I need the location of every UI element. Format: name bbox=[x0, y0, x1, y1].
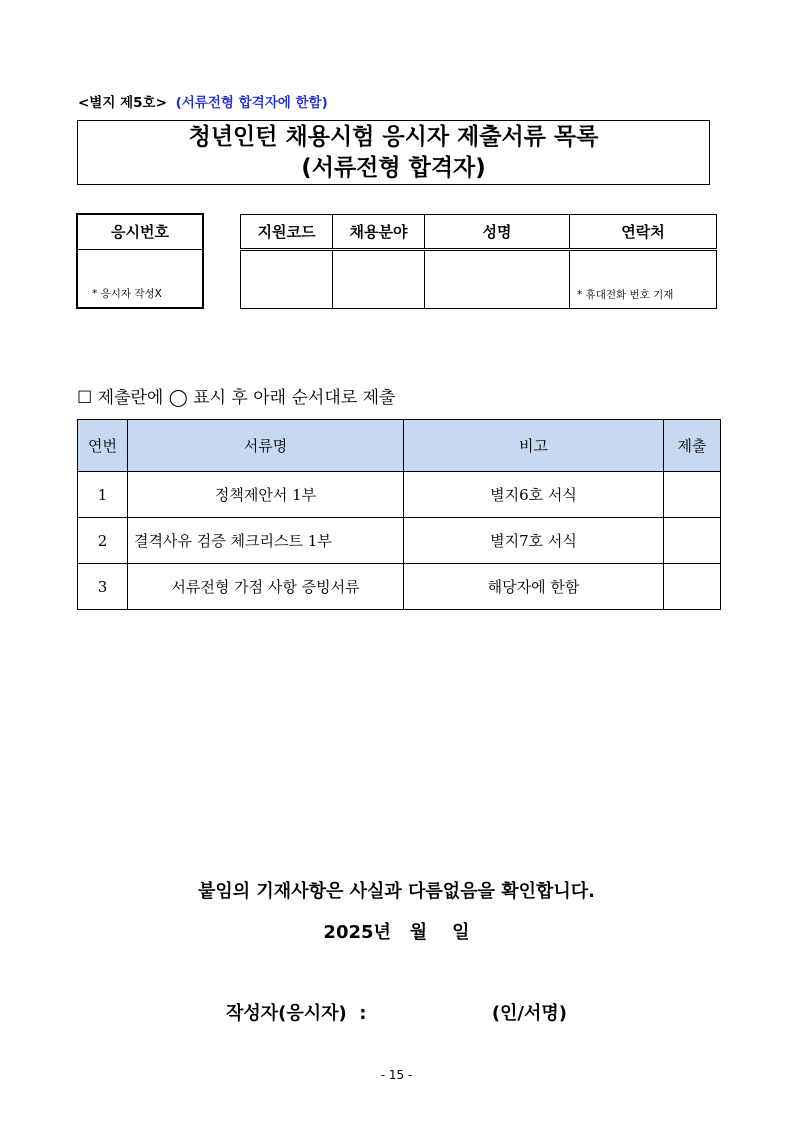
form-header bbox=[78, 91, 328, 111]
row-submit-cell[interactable] bbox=[664, 472, 721, 518]
date-line: 2025년 월 일 bbox=[323, 922, 470, 943]
table-row bbox=[78, 472, 721, 518]
header-serial: 연번 bbox=[78, 420, 128, 472]
info-header-row bbox=[241, 215, 717, 250]
header-contact: 연락처 bbox=[570, 215, 717, 250]
applicant-number-box bbox=[76, 213, 204, 309]
scope-note: (서류전형 합격자에 한함) bbox=[175, 95, 328, 111]
header-submit: 제출 bbox=[664, 420, 721, 472]
name-field[interactable] bbox=[425, 250, 570, 309]
apply-code-field[interactable] bbox=[241, 250, 333, 309]
form-number-label: <별지 제5호> bbox=[78, 95, 167, 111]
row-serial: 1 bbox=[78, 472, 128, 518]
header-doc-name: 서류명 bbox=[128, 420, 404, 472]
header-field: 채용분야 bbox=[333, 215, 425, 250]
row-remark: 별지7호 서식 bbox=[404, 518, 664, 564]
row-doc-name: 서류전형 가점 사항 증빙서류 bbox=[128, 564, 404, 610]
page-number: - 15 - bbox=[380, 1068, 413, 1082]
header-remark: 비고 bbox=[404, 420, 664, 472]
header-apply-code: 지원코드 bbox=[241, 215, 333, 250]
row-remark: 별지6호 서식 bbox=[404, 472, 664, 518]
header-name: 성명 bbox=[425, 215, 570, 250]
applicant-number-label: 응시번호 bbox=[78, 215, 202, 250]
row-doc-name: 결격사유 검증 체크리스트 1부 bbox=[128, 518, 404, 564]
applicant-info-table bbox=[240, 214, 717, 309]
table-row bbox=[78, 518, 721, 564]
documents-table bbox=[77, 419, 721, 610]
row-serial: 2 bbox=[78, 518, 128, 564]
row-submit-cell[interactable] bbox=[664, 564, 721, 610]
row-serial: 3 bbox=[78, 564, 128, 610]
row-remark: 해당자에 한함 bbox=[404, 564, 664, 610]
docs-header-row bbox=[78, 420, 721, 472]
phone-note: * 휴대전화 번호 기재 bbox=[577, 289, 674, 301]
table-row bbox=[78, 564, 721, 610]
applicant-number-note: * 응시자 작성X bbox=[92, 288, 162, 300]
submission-instruction: ☐ 제출란에 ◯ 표시 후 아래 순서대로 제출 bbox=[77, 388, 396, 408]
confirmation-statement: 붙임의 기재사항은 사실과 다름없음을 확인합니다. bbox=[197, 881, 596, 902]
document-title: 청년인턴 채용시험 응시자 제출서류 목록 bbox=[188, 124, 599, 150]
field-field[interactable] bbox=[333, 250, 425, 309]
contact-field[interactable] bbox=[570, 250, 717, 309]
applicant-number-field[interactable] bbox=[78, 250, 202, 307]
document-title-box bbox=[77, 120, 710, 185]
info-input-row bbox=[241, 250, 717, 309]
row-submit-cell[interactable] bbox=[664, 518, 721, 564]
row-doc-name: 정책제안서 1부 bbox=[128, 472, 404, 518]
signature-line: 작성자(응시자) : (인/서명) bbox=[225, 1003, 568, 1024]
document-subtitle: (서류전형 합격자) bbox=[301, 155, 486, 181]
